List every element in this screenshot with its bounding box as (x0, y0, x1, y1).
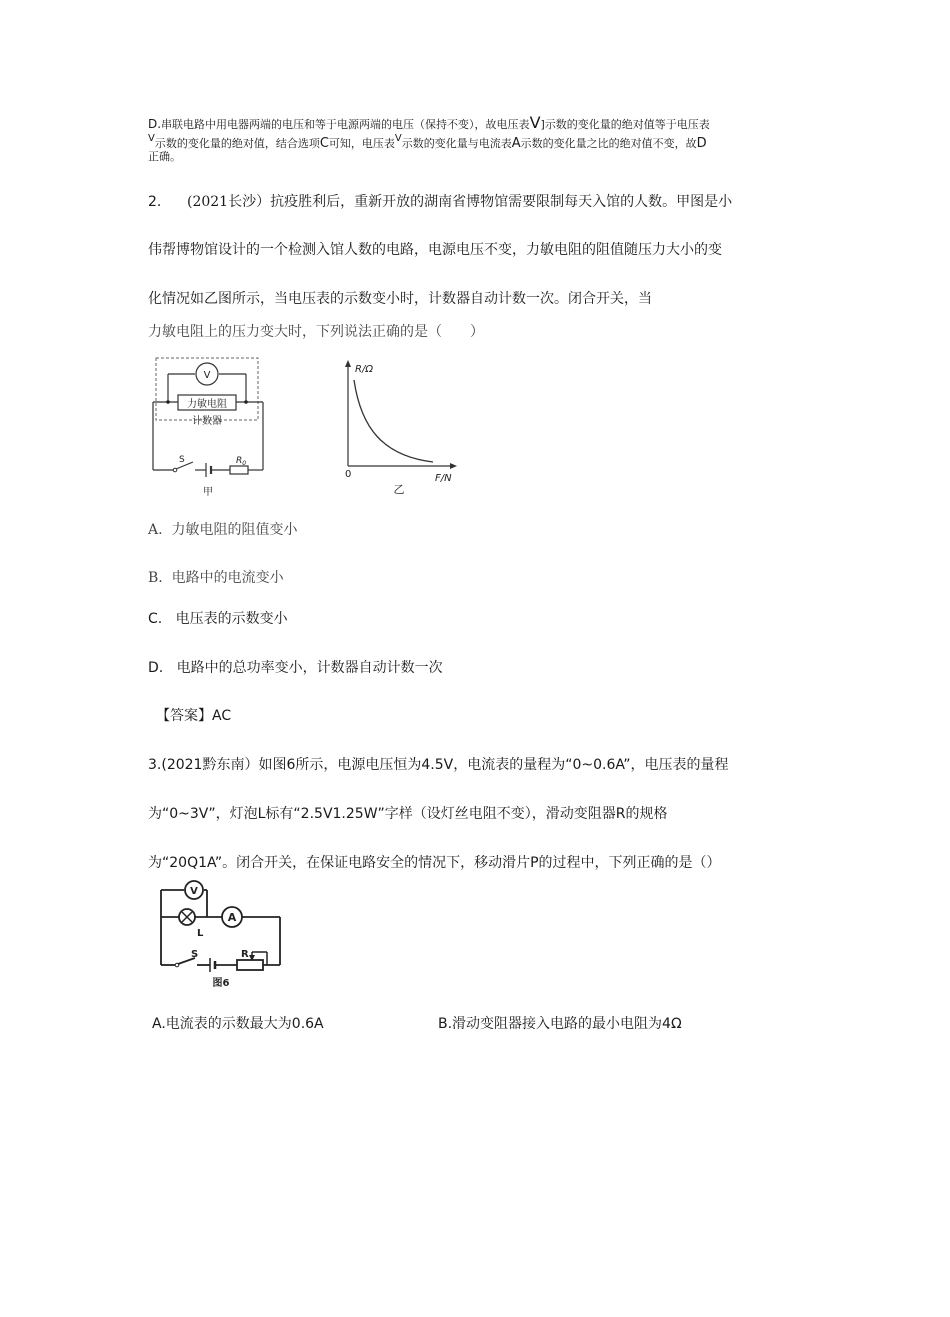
option-label: A. (148, 522, 163, 538)
resistance-curve (354, 380, 433, 462)
q2-option-c (148, 609, 288, 629)
counter-label: 计数器 (192, 416, 222, 427)
q3-option-b: B.滑动变阻器接入电路的最小电阻为4Ω (438, 1016, 682, 1032)
voltmeter-label: V (203, 370, 211, 381)
prev-option-d-line1: D.串联电路中用电器两端的电压和等于电源两端的电压（保持不变），故电压表V]示数的变化量的绝对值等于电压表 (148, 113, 710, 132)
voltmeter-label: V (190, 886, 198, 897)
prev-option-d-label: D. (148, 117, 162, 131)
q3-stem-line2: 为“0~3V”，灯泡L标有“2.5V1.25W”字样（设灯丝电阻不变），滑动变阻器R的规格 (148, 806, 668, 822)
resistor-r0 (230, 466, 248, 474)
r0-label: $R_0$ (236, 456, 247, 467)
option-label: B. (148, 570, 163, 586)
q2-option-b (148, 568, 284, 588)
q2-figure-jia-circuit (148, 352, 278, 502)
option-label: D. (148, 660, 164, 676)
rheostat-symbol (237, 960, 263, 970)
q3-figure-6-circuit (155, 880, 290, 992)
q2-number: 2. (148, 194, 162, 210)
q2-option-a (148, 520, 297, 540)
q3-option-a-clipped (152, 1014, 412, 1032)
force-sensitive-resistor-label: 力敏电阻 (187, 399, 227, 410)
q2-stem-line3: 化情况如乙图所示，当电压表的示数变小时，计数器自动计数一次。闭合开关，当 (148, 291, 652, 307)
switch-label: S (191, 949, 199, 960)
origin-label: 0 (345, 469, 352, 480)
option-label: C. (148, 611, 163, 627)
x-axis-label: F/N (435, 473, 452, 484)
q2-option-d (148, 658, 443, 678)
q3-stem-line3: 为“20Q1A”。闭合开关，在保证电路安全的情况下，移动滑片P的过程中，下列正确的是（） (148, 855, 721, 871)
lamp-label: L (197, 928, 204, 939)
y-axis-label: R/Ω (355, 364, 373, 375)
figure-jia-caption: 甲 (203, 487, 213, 498)
q2-answer: 【答案】AC (156, 708, 232, 724)
option-text: 电路中的电流变小 (171, 570, 284, 586)
option-text: 电路中的总功率变小，计数器自动计数一次 (176, 660, 443, 676)
q2-stem-line2: 伟帮博物馆设计的一个检测入馆人数的电路，电源电压不变，力敏电阻的阻值随压力大小的变 (148, 242, 722, 258)
switch-label: S (179, 455, 185, 465)
ammeter-label: A (227, 911, 237, 924)
q2-stem-line1: (2021长沙）抗疫胜利后，重新开放的湖南省博物馆需要限制每天入馆的人数。甲图是小 (187, 194, 733, 210)
rheostat-label: R (241, 949, 249, 960)
q2-figure-yi-graph (335, 358, 465, 498)
prev-option-d-line2: V示数的变化量的绝对值，结合选项C可知，电压表V示数的变化量与电流表A示数的变化量之比的绝对值不变，故D (148, 133, 707, 151)
option-text: 电压表的示数变小 (175, 611, 288, 627)
q3-option-b-clipped (438, 1014, 738, 1032)
option-text: 力敏电阻的阻值变小 (171, 522, 298, 538)
figure-yi-caption: 乙 (393, 483, 405, 496)
q2-stem-line4: 力敏电阻上的压力变大时，下列说法正确的是（ ） (148, 324, 484, 340)
prev-option-d-line3: 正确。 (148, 150, 181, 163)
q3-stem-line1: 3.(2021黔东南）如图6所示，电源电压恒为4.5V，电流表的量程为“0~0.6A”，电压表的量程 (148, 757, 729, 773)
figure-6-caption: 图6 (212, 978, 230, 989)
q3-option-a: A.电流表的示数最大为0.6A (152, 1016, 324, 1032)
